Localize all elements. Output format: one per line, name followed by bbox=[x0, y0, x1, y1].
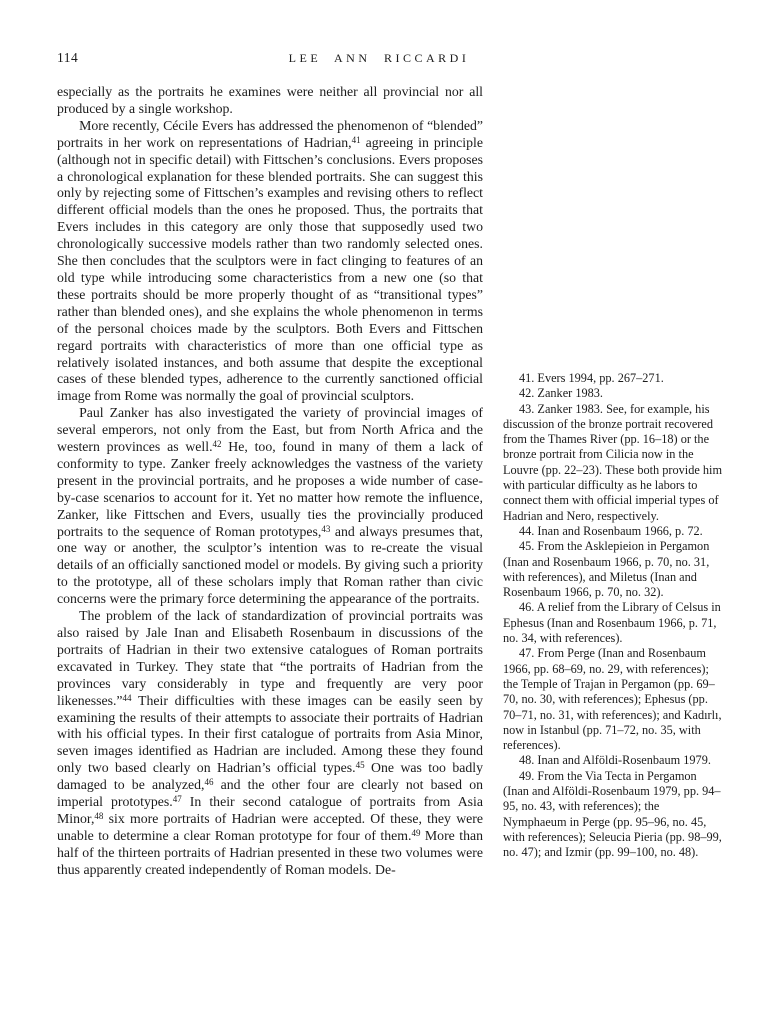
footnote-ref: 45 bbox=[355, 760, 365, 771]
footnote: 42. Zanker 1983. bbox=[518, 386, 603, 401]
paragraph: The problem of the lack of standardization of provincial portraits was also raised by Jale Inan and Elisabeth Rosenbaum in discussions of the portraits of Hadrian in their two extensive catalogues of Roman portraits excavated in Turkey. They state that “the portraits of Hadrian from the provinces vary considerably in type and frequently are very poor likenesses.”$^{44}$ Their difficulties with these images can be easily seen by examining the results of their attempts to associate their portraits of Hadrian with his official types. In their first catalogue of portraits from Asia Minor, seven images identified as Hadrian are included. Among these they found only two based clearly on Hadrian’s official types.$^{45}$ One was too badly damaged to be analyzed,$^{46}$ and the other four are clearly not based on imperial prototypes.$^{47}$ In their second catalogue of portraits from Asia Minor,$^{48}$ six more portraits of Hadrian were accepted. Of these, they were unable to determine a clear Roman prototype for four of them.$^{49}$ More than half of the thirteen portraits of Hadrian presented in these two volumes were thus apparently created independently of Roman models. De- bbox=[57, 608, 484, 877]
footnote-ref: 43 bbox=[321, 523, 331, 534]
footnote: 49. From the Via Tecta in Pergamon (Inan and Alföldi-Rosenbaum 1979, pp. 94–95, no. 43, with references); the Nymphaeum in Perge (pp. 95–96, no. 45, with references); Seleucia Pieria (pp. 98–99, no. 47); and Izmir (pp. 99–100, no. 48). bbox=[503, 768, 722, 860]
footnote: 43. Zanker 1983. See, for example, his discussion of the bronze portrait recovered from the Thames River (pp. 16–18) or the bronze portrait from Cilicia now in the Louvre (pp. 22–23). These both provide him with particular difficulty as he labors to connect them with official imperial types of Hadrian and Nero, respectively. bbox=[503, 401, 723, 523]
footnote-ref: 41 bbox=[351, 134, 361, 145]
footnote-ref: 48 bbox=[94, 810, 104, 821]
footnote-ref: 44 bbox=[122, 692, 132, 703]
footnote-ref: 49 bbox=[411, 827, 421, 838]
paragraph: especially as the portraits he examines were neither all provincial nor all produced by a single workshop. bbox=[57, 84, 483, 116]
footnote: 48. Inan and Alföldi-Rosenbaum 1979. bbox=[518, 753, 711, 768]
footnote: 47. From Perge (Inan and Rosenbaum 1966, pp. 68–69, no. 29, with references); the Temple of Trajan in Pergamon (pp. 69–70, no. 30, with references); Ephesus (pp. 70–71, no. 31, with references); and Kadırlı, now in Istanbul (pp. 71–72, no. 35, with references). bbox=[503, 646, 722, 753]
footnote: 44. Inan and Rosenbaum 1966, p. 72. bbox=[518, 523, 703, 538]
footnote: 46. A relief from the Library of Celsus in Ephesus (Inan and Rosenbaum 1966, p. 71, no. 34, with references). bbox=[503, 600, 721, 646]
footnote-ref: 47 bbox=[172, 794, 182, 805]
footnote: 45. From the Asklepieion in Pergamon (Inan and Rosenbaum 1966, p. 70, no. 31, with references), and Miletus (Inan and Rosenbaum 1966, p. 70, no. 32). bbox=[503, 539, 710, 600]
footnote: 41. Evers 1994, pp. 267–271. bbox=[518, 371, 664, 385]
running-head: LEE ANN RICCARDI bbox=[288, 51, 470, 65]
main-text-column bbox=[57, 84, 483, 879]
footnote-ref: 42 bbox=[212, 438, 222, 449]
page-number: 114 bbox=[57, 50, 79, 65]
paragraph: Paul Zanker has also investigated the variety of provincial images of several emperors, not only from the East, but from North Africa and the western provinces as well.$^{42}$ He, too, found in many of them a lack of conformity to type. Zanker freely acknowledges the vastness of the variety present in the provincial portraits, and he proposes a wide number of case-by-case scenarios to account for it. Yet no matter how remote the influence, Zanker, like Fittschen and Evers, usually ties the provincially produced portraits to the sequence of Roman prototypes,$^{43}$ and always presumes that, one way or another, the sculptor’s intention was to re-create the visual details of an officially sanctioned model or models. By giving such a priority to the prototype, all of these scholars imply that Roman rather than civic concerns were the primary force determining the appearance of the portraits. bbox=[57, 405, 484, 607]
footnotes-column bbox=[503, 371, 723, 861]
footnote-ref: 46 bbox=[204, 777, 214, 788]
paragraph: More recently, Cécile Evers has addressed the phenomenon of “blended” portraits in her work on representations of Hadrian,$^{41}$ agreeing in principle (although not in specific detail) with Fittschen’s conclusions. Evers proposes a chronological explanation for these blended portraits. She can suggest this only by rejecting some of Fittschen’s examples and revising others to reflect different official models than the ones he proposed. Thus, the portraits that Evers includes in this category are only those that supposedly used two chronologically successive models rather than two randomly selected ones. She then concludes that the sculptors were in fact clinging to features of an old type while introducing some characteristics from a new one (so that these portraits should be more properly thought of as “transitional types” rather than blended ones), and she explains the whole phenomenon in terms of the personal choices made by the sculptors. Both Evers and Fittschen regard portraits with characteristics of more than one official type as relatively isolated instances, and both assume that despite the exceptional cases of these blended types, adherence to the currently sanctioned official image from Rome was normally the goal of provincial sculptors. bbox=[57, 117, 483, 404]
